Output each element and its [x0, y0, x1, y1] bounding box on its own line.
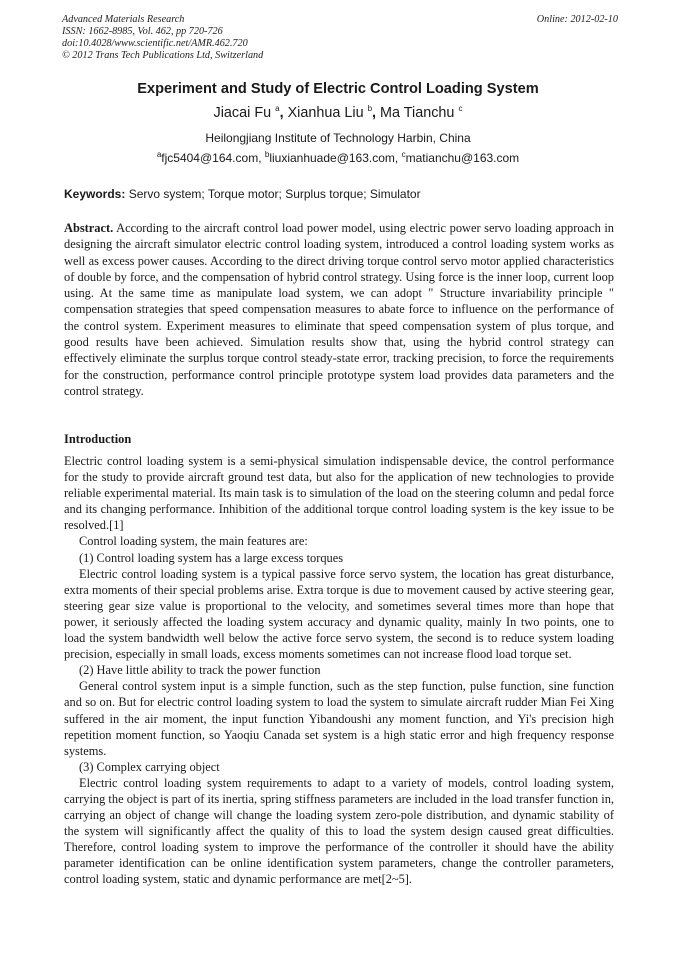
journal-name: Advanced Materials Research	[62, 14, 185, 25]
author-affil-mark: c	[458, 104, 463, 114]
copyright-line: © 2012 Trans Tech Publications Ltd, Switzerland	[62, 50, 264, 62]
email-mark: a	[156, 150, 162, 159]
doi-line: doi:10.4028/www.scientific.net/AMR.462.720	[62, 38, 248, 50]
feature-heading: (1) Control loading system has a large excess torques	[79, 550, 344, 565]
abstract	[64, 220, 614, 399]
paragraph: Electric control loading system is a semi-physical simulation indispensable device, the control performance for the study to provide aircraft ground test data, but also for the application of new technologies to provide reliable experimental material. Its main task is to simulation of the load on the steering column and pedal force and its changing performance. Inhibition of the additional torque control loading system is the key issue to be resolved.[1]	[64, 454, 614, 533]
keywords-text: Servo system; Torque motor; Surplus torque; Simulator	[128, 187, 421, 201]
paragraph: Control loading system, the main features are:	[79, 534, 308, 549]
author-affil-mark: a	[275, 104, 280, 114]
keywords-label: Keywords:	[64, 187, 126, 201]
email-link[interactable]: liuxianhuade@163.com	[269, 151, 395, 165]
keywords	[64, 187, 616, 202]
abstract-label: Abstract.	[64, 221, 114, 235]
email-mark: c	[401, 150, 406, 159]
author-list: Jiacai Fu $^a$, Xianhua Liu $^b$, Ma Tianchu $^c$	[213, 104, 463, 121]
abstract-text: According to the aircraft control load power model, using electric power servo loading approach in designing the aircraft simulator electric control loading system, introduced a control loading system works as well as excess power causes. According to the direct driving torque control servo motor applied characteristics of double by force, and the compensation of hybrid control strategy. Using force is the inner loop, current loop using. At the same time as manipulate load system, we can adopt " Structure invariability principle " compensation strategies that speed compensation measures to abate force to influence on the performance of the control system. Experiment measures to eliminate that speed compensation system of plus torque, and good results have been achieved. Simulation results show that, using the hybrid control strategy can effectively eliminate the surplus torque control steady-state error, tracking precision, to force the requirements for the construction, performance control principle prototype system load provides data parameters and the control strategy.	[64, 221, 614, 398]
email-list: $^a$fjc5404@164.com, $^b$liuxianhuade@163.com, $^c$matianchu@163.com	[156, 150, 520, 165]
online-date: Online: 2012-02-10	[536, 14, 618, 25]
section-heading-introduction: Introduction	[64, 432, 132, 446]
email-link[interactable]: fjc5404@164.com	[161, 151, 259, 165]
introduction-body	[64, 453, 614, 888]
paragraph: General control system input is a simple function, such as the step function, pulse function, sine function and so on. But for electric control loading system to load the system to simulate aircraft rudder Mian Fei Xing suffered in the air moment, the input function Yibandoushi any moment function, and Yi's precision high repetition moment function, so Yaoqiu Canada set system is a high static error and high frequency response systems.	[64, 679, 614, 758]
journal-header	[62, 14, 618, 62]
email-link[interactable]: matianchu@163.com	[405, 151, 520, 165]
paragraph: Electric control loading system is a typical passive force servo system, the location has great disturbance, extra moments of their special problems arise. Extra torque is due to movement caused by active steering gear, steering gear size value is proportional to the velocity, and sometimes several times more than hope that power, it seriously affected the loading system accuracy and dynamic quality, mainly In two points, one to load the system bandwidth well below the active force servo system, the second is to reduce system loading precision, especially in small loads, excess moments sometimes can not increase flood load torque set.	[64, 566, 614, 662]
email-mark: b	[264, 150, 270, 159]
issn-line: ISSN: 1662-8985, Vol. 462, pp 720-726	[62, 26, 223, 38]
author-name: Xianhua Liu	[287, 105, 364, 121]
author-name: Jiacai Fu	[213, 105, 272, 121]
feature-heading: (2) Have little ability to track the power function	[79, 663, 321, 678]
paper-title: Experiment and Study of Electric Control Loading System	[137, 81, 539, 97]
feature-heading: (3) Complex carrying object	[79, 759, 220, 774]
affiliation: Heilongjiang Institute of Technology Harbin, China	[205, 131, 471, 145]
author-affil-mark: b	[367, 104, 373, 114]
paragraph: Electric control loading system requirements to adapt to a variety of models, control loading system, carrying the object is part of its inertia, spring stiffness parameters are included in the load transfer function in, carrying an object of change will change the loading system zero-pole distribution, and dynamic stability of the system will significantly affect the quality of this to load the system design caused great difficulties. Therefore, control loading system to improve the performance of the controller it should have the ability parameter identification can be online identification system parameters, change the controller parameters, control loading system, static and dynamic performance are met[2~5].	[64, 775, 614, 887]
author-name: Ma Tianchu	[380, 105, 455, 121]
